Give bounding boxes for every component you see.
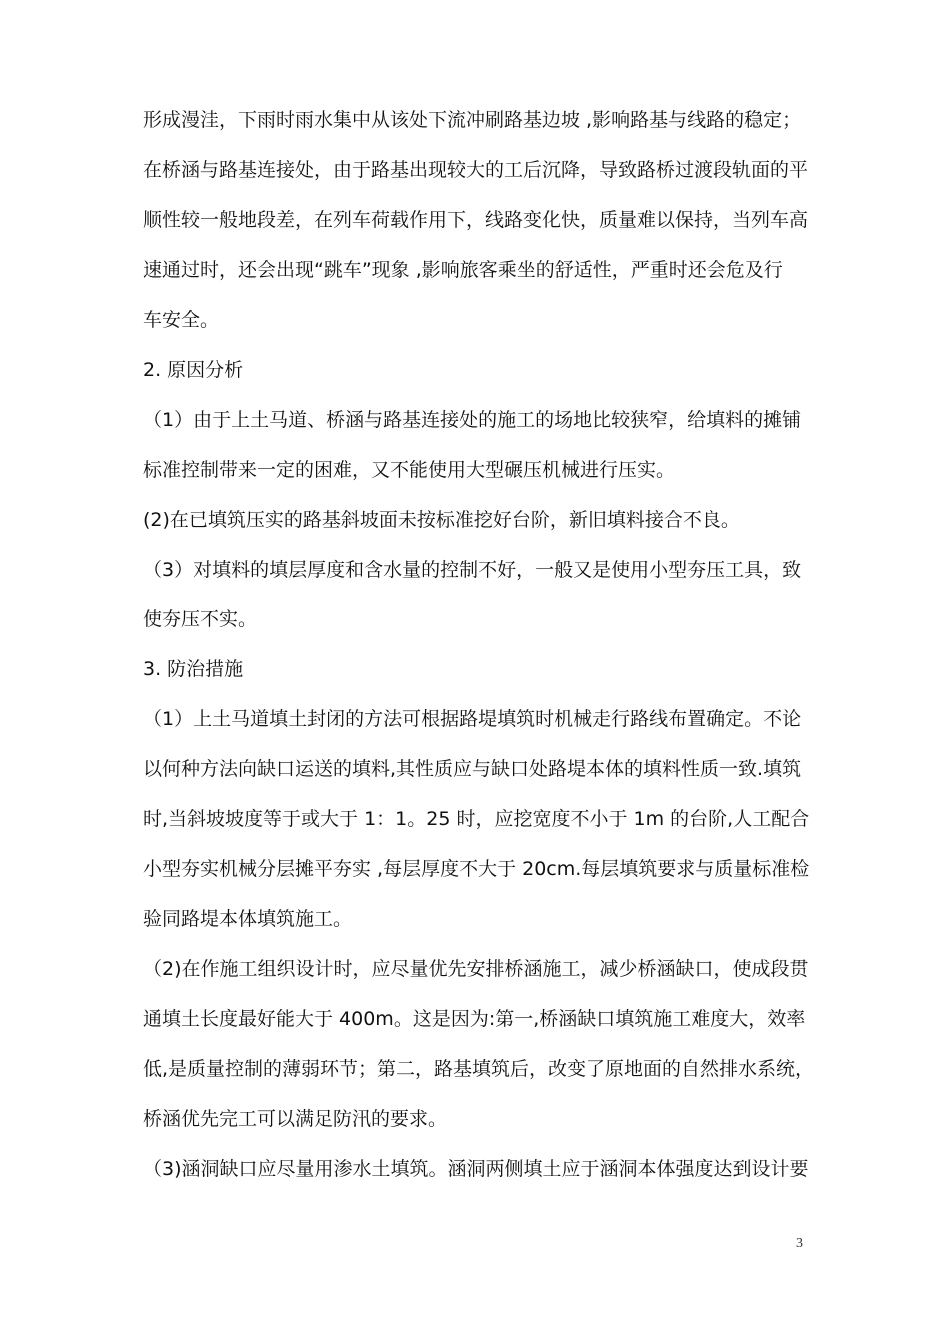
page-number: 3 — [796, 1236, 803, 1251]
text-line: 时,当斜坡坡度等于或大于 1：1。25 时，应挖宽度不小于 1m 的台阶,人工配合 — [143, 808, 810, 830]
section-heading: 3. 防治措施 — [143, 658, 244, 680]
section-heading: 2. 原因分析 — [143, 359, 244, 381]
text-line: （3)涵洞缺口应尽量用渗水土填筑。涵洞两侧填土应于涵洞本体强度达到设计要 — [143, 1158, 809, 1180]
text-line: （1）由于上土马道、桥涵与路基连接处的施工的场地比较狭窄，给填料的摊铺 — [143, 409, 802, 431]
text-line: 车安全。 — [143, 309, 220, 331]
text-line: 形成漫洼，下雨时雨水集中从该处下流冲刷路基边坡 ,影响路基与线路的稳定； — [143, 109, 802, 131]
text-line: 速通过时，还会出现“跳车”现象 ,影响旅客乘坐的舒适性，严重时还会危及行 — [143, 259, 783, 281]
text-line: 标准控制带来一定的困难，又不能使用大型碾压机械进行压实。 — [143, 459, 676, 481]
text-line: 在桥涵与路基连接处，由于路基出现较大的工后沉降，导致路桥过渡段轨面的平 — [143, 159, 809, 181]
text-line: (2)在已填筑压实的路基斜坡面未按标准挖好台阶，新旧填料接合不良。 — [143, 509, 740, 531]
text-line: 低,是质量控制的薄弱环节；第二，路基填筑后，改变了原地面的自然排水系统， — [143, 1058, 815, 1080]
text-line: （1）上土马道填土封闭的方法可根据路堤填筑时机械走行路线布置确定。不论 — [143, 708, 802, 730]
text-line: 小型夯实机械分层摊平夯实 ,每层厚度不大于 20cm.每层填筑要求与质量标准检 — [143, 858, 810, 880]
text-line: 以何种方法向缺口运送的填料,其性质应与缺口处路堤本体的填料性质一致.填筑 — [143, 758, 802, 780]
text-line: 通填土长度最好能大于 400m。这是因为:第一,桥涵缺口填筑施工难度大，效率 — [143, 1008, 806, 1030]
text-line: 顺性较一般地段差，在列车荷载作用下，线路变化快，质量难以保持，当列车高 — [143, 209, 809, 231]
text-line: （3）对填料的填层厚度和含水量的控制不好，一般又是使用小型夯压工具，致 — [143, 559, 802, 581]
text-line: 验同路堤本体填筑施工。 — [143, 908, 353, 930]
text-line: （2)在作施工组织设计时，应尽量优先安排桥涵施工，减少桥涵缺口，使成段贯 — [143, 958, 809, 980]
text-line: 使夯压不实。 — [143, 608, 258, 630]
text-line: 桥涵优先完工可以满足防汛的要求。 — [143, 1108, 448, 1130]
